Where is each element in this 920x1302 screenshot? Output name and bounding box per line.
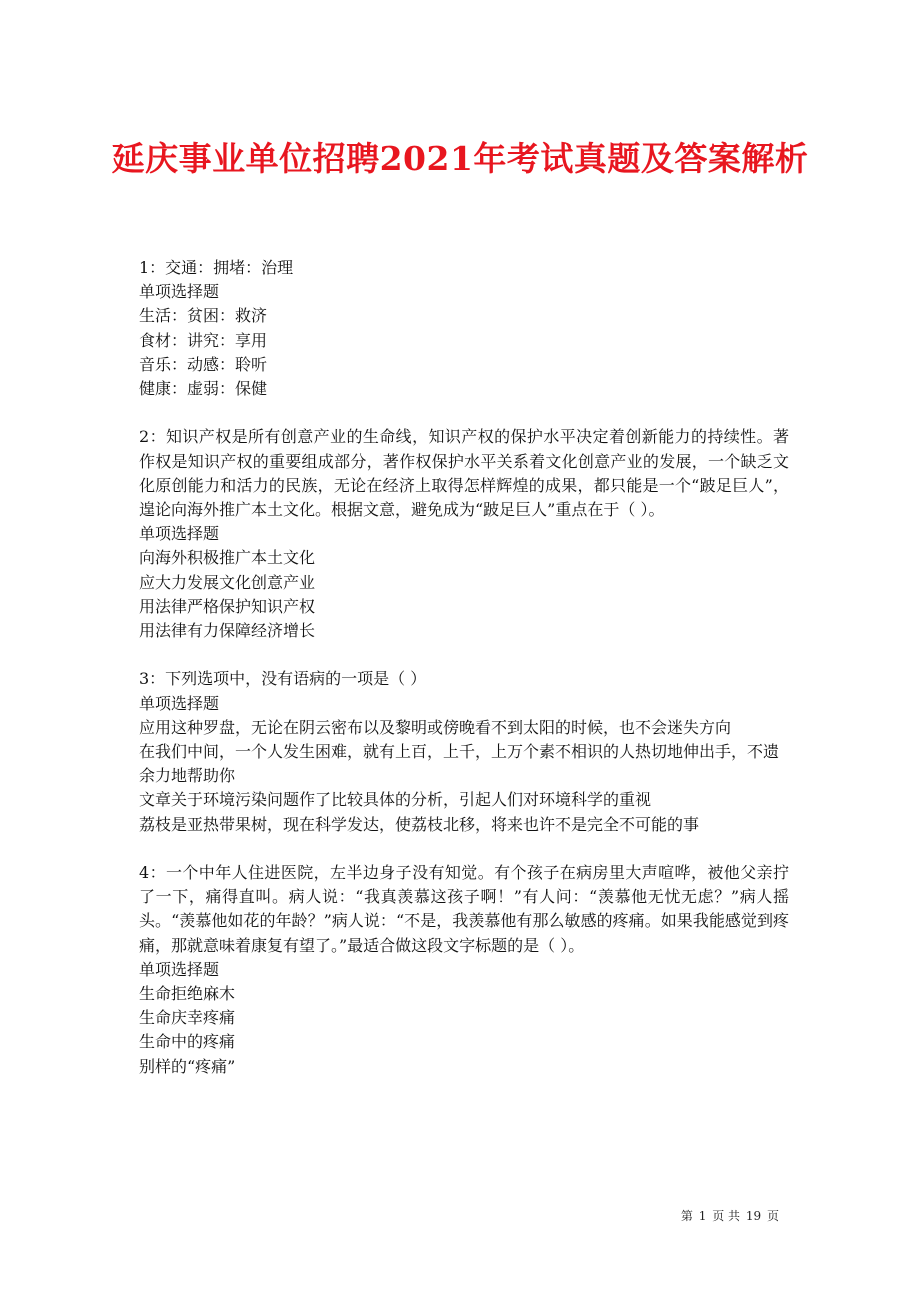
question-2 (139, 425, 789, 643)
footer-page-number: 1 (698, 1209, 707, 1223)
footer-total-pages: 19 (745, 1209, 762, 1223)
question-option: 生命中的疼痛 (139, 1032, 236, 1052)
question-option: 健康：虚弱：保健 (139, 379, 268, 399)
question-option: 应用这种罗盘，无论在阴云密布以及黎明或傍晚看不到太阳的时候，也不会迷失方向 (139, 717, 732, 737)
question-type: 单项选择题 (139, 282, 220, 302)
question-option: 在我们中间，一个人发生困难，就有上百，上千，上万个素不相识的人热切地伸出手，不遗余力地帮助你 (139, 742, 780, 786)
question-option: 别样的“疼痛” (139, 1056, 236, 1076)
question-3 (139, 667, 789, 836)
document-title: 延庆事业单位招聘2021年考试真题及答案解析 (111, 139, 809, 179)
question-option: 向海外积极推广本土文化 (139, 548, 316, 568)
question-stem: 4：一个中年人住进医院，左半边身子没有知觉。有个孩子在病房里大声喧哗，被他父亲拧了一下，痛得直叫。病人说：“我真羡慕这孩子啊！”有人问：“羡慕他无忧无虑？”病人摇头。“羡慕他如花的年龄？”病人说：“不是，我羡慕他有那么敏感的疼痛。如果我能感觉到疼痛，那就意味着康复有望了。”最适合做这段文字标题的是（ ）。 (139, 863, 789, 955)
footer-suffix: 页 (766, 1209, 779, 1223)
question-option: 生活：贫困：救济 (139, 306, 268, 326)
question-option: 应大力发展文化创意产业 (139, 572, 316, 592)
question-stem: 3：下列选项中，没有语病的一项是（ ） (139, 669, 427, 689)
question-1 (139, 256, 789, 401)
question-option: 荔枝是亚热带果树，现在科学发达，使荔枝北移，将来也许不是完全不可能的事 (139, 814, 700, 834)
question-option: 用法律有力保障经济增长 (139, 621, 316, 641)
page-footer (680, 1208, 780, 1224)
footer-middle: 页 共 (712, 1209, 741, 1223)
question-stem: 2：知识产权是所有创意产业的生命线，知识产权的保护水平决定着创新能力的持续性。著作权是知识产权的重要组成部分，著作权保护水平关系着文化创意产业的发展，一个缺乏文化原创能力和活力的民族，无论在经济上取得怎样辉煌的成果，都只能是一个“跛足巨人”，遑论向海外推广本土文化。根据文意，避免成为“跛足巨人”重点在于（ ）。 (139, 427, 789, 520)
question-option: 用法律严格保护知识产权 (139, 596, 316, 616)
footer-prefix: 第 (680, 1209, 693, 1223)
question-type: 单项选择题 (139, 959, 220, 979)
question-stem: 1：交通：拥堵：治理 (139, 258, 294, 277)
question-option: 生命拒绝麻木 (139, 984, 236, 1004)
question-4 (139, 861, 789, 1079)
question-option: 文章关于环境污染问题作了比较具体的分析，引起人们对环境科学的重视 (139, 790, 652, 810)
question-option: 食材：讲究：享用 (139, 330, 268, 350)
question-type: 单项选择题 (139, 524, 220, 544)
question-type: 单项选择题 (139, 693, 220, 713)
question-list (139, 256, 789, 1103)
question-option: 生命庆幸疼痛 (139, 1008, 236, 1028)
question-option: 音乐：动感：聆听 (139, 354, 268, 374)
